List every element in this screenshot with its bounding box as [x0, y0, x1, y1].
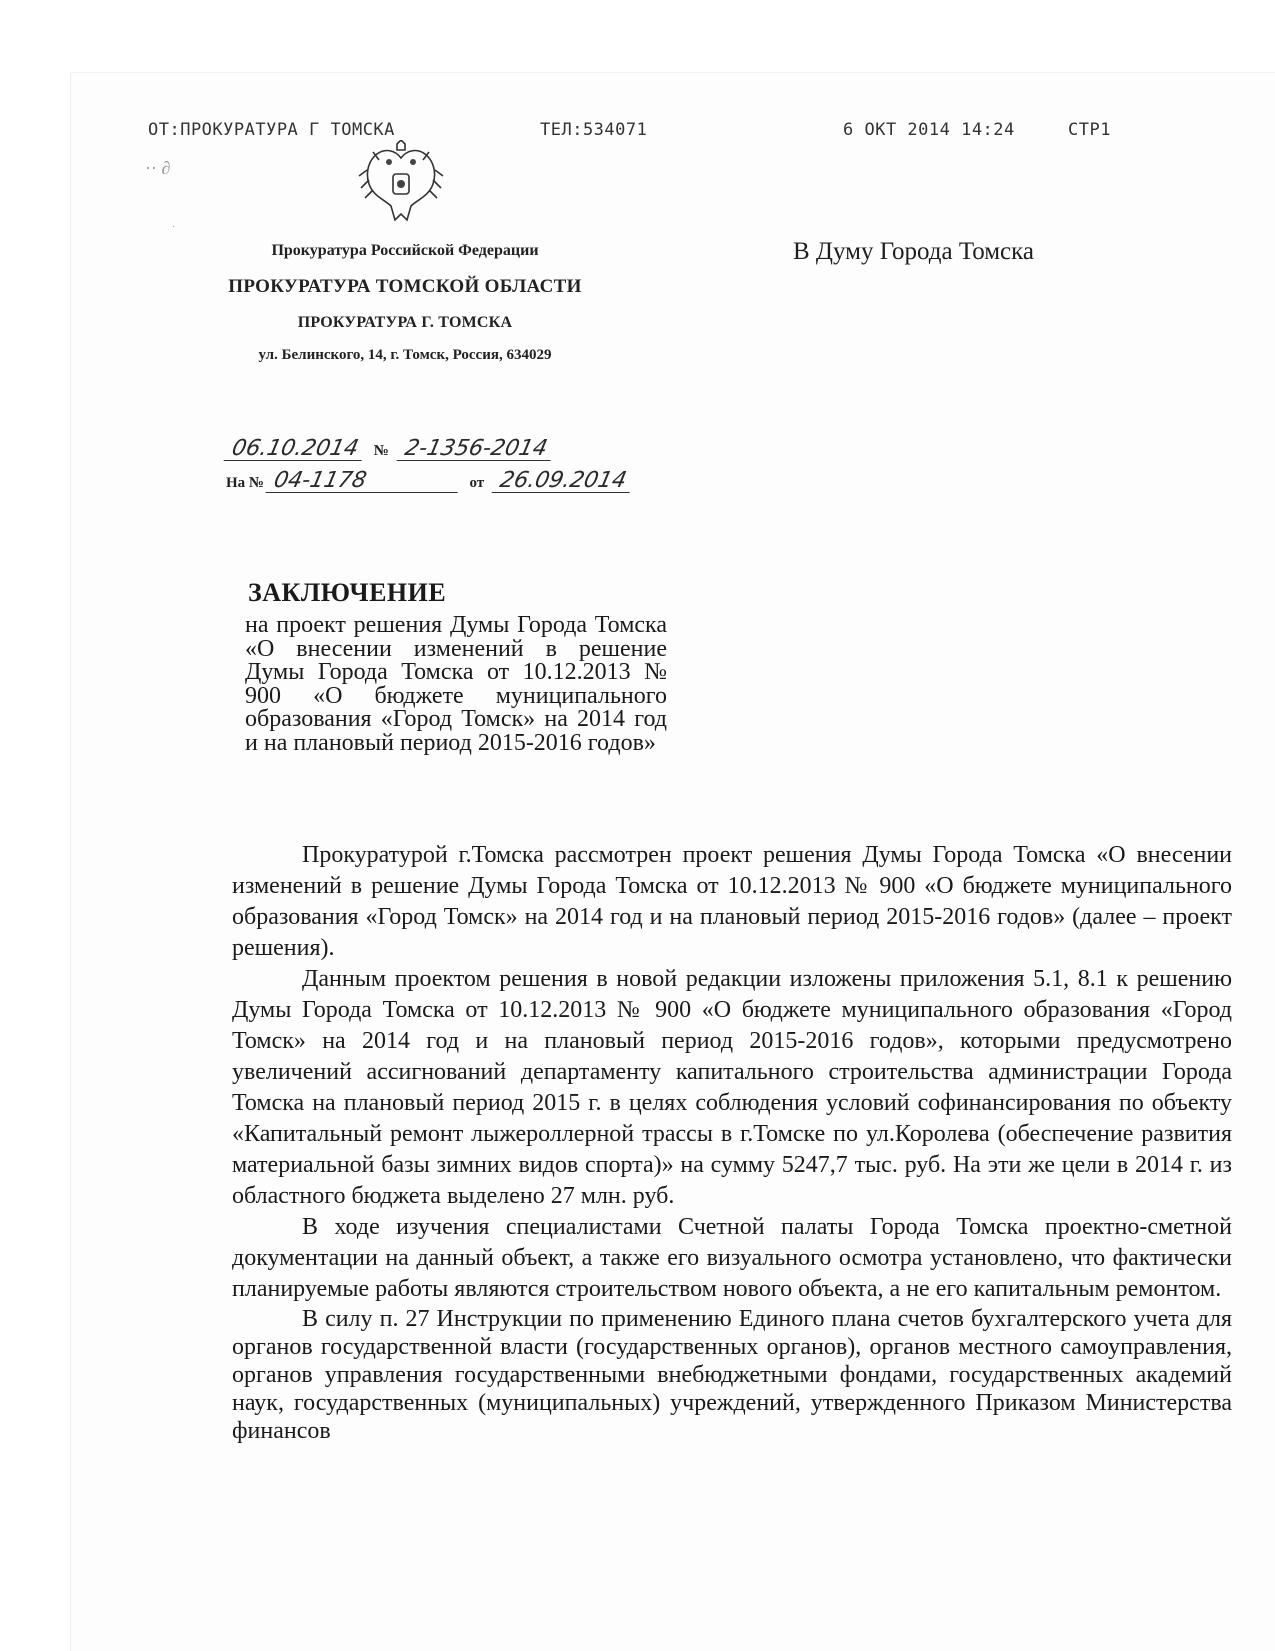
conclusion-title: ЗАКЛЮЧЕНИЕ — [248, 578, 447, 607]
in-reply-number: 04-1178 — [265, 470, 462, 493]
coat-of-arms-icon — [355, 140, 447, 232]
fax-from: ОТ:ПРОКУРАТУРА Г ТОМСКА — [148, 120, 395, 140]
outgoing-reference — [226, 438, 552, 461]
document-body — [232, 840, 1232, 1445]
fax-header — [148, 120, 1275, 144]
sender-line-3: ПРОКУРАТУРА Г. ТОМСКА — [297, 314, 513, 331]
sender-line-1: Прокуратура Российской Федерации — [271, 242, 539, 259]
body-paragraph-3: В ходе изучения специалистами Счетной палаты Города Томска проектно-сметной документации на данный объект, а также его визуального осмотра установлено, что фактически планируемые работы являются строительством нового объекта, а не его капитальным ремонтом. — [232, 1214, 1232, 1302]
sender-line-2: ПРОКУРАТУРА ТОМСКОЙ ОБЛАСТИ — [228, 276, 582, 297]
incoming-reference — [226, 470, 632, 493]
from-label: от — [469, 475, 485, 491]
body-paragraph-1: Прокуратурой г.Томска рассмотрен проект решения Думы Города Томска «О внесении изменений в решение Думы Города Томска от 10.12.2013 № 900 «О бюджете муниципального образования «Город Томск» на 2014 год и на плановый период 2015-2016 годов» (далее – проект решения). — [232, 842, 1232, 961]
conclusion-subtitle: на проект решения Думы Города Томска «О внесении изменений в решение Думы Города Томска от 10.12.2013 № 900 «О бюджете муниципального образования «Город Томск» на 2014 год и на плановый период 2015-2016 годов» — [245, 612, 667, 756]
scan-mark: · — [172, 222, 176, 233]
fax-page: СТР1 — [1068, 120, 1111, 140]
in-reply-label: На № — [226, 475, 264, 491]
in-reply-date: 26.09.2014 — [491, 470, 634, 493]
body-paragraph-4: В силу п. 27 Инструкции по применению Единого плана счетов бухгалтерского учета для органов государственной власти (государственных органов), органов местного самоуправления, органов управления государственными внебюджетными фондами, государственных академий наук, государственных (муниципальных) учреждений, утвержденного Приказом Министерства финансов — [232, 1306, 1232, 1444]
number-label: № — [373, 443, 389, 459]
sender-block — [225, 240, 585, 365]
sender-address: ул. Белинского, 14, г. Томск, Россия, 634029 — [258, 347, 552, 363]
fax-tel: ТЕЛ:534071 — [540, 120, 648, 140]
scan-mark: ·· ∂ — [145, 158, 171, 178]
outgoing-date: 06.10.2014 — [224, 438, 367, 461]
body-paragraph-2: Данным проектом решения в новой редакции изложены приложения 5.1, 8.1 к решению Думы Города Томска от 10.12.2013 № 900 «О бюджете муниципального образования «Город Томск» на 2014 год и на плановый период 2015-2016 годов», которыми предусмотрено увеличений ассигнований департаменту капитального строительства администрации Города Томска на плановый период 2015 г. в целях соблюдения условий софинансирования по объекту «Капитальный ремонт лыжероллерной трассы в г.Томске по ул.Королева (обеспечение развития материальной базы зимних видов спорта)» на сумму 5247,7 тыс. руб. На эти же цели в 2014 г. из областного бюджета выделено 27 млн. руб. — [232, 966, 1232, 1209]
addressee: В Думу Города Томска — [793, 238, 1035, 265]
fax-date-time: 6 ОКТ 2014 14:24 — [843, 120, 1015, 140]
outgoing-number: 2-1356-2014 — [396, 438, 555, 461]
